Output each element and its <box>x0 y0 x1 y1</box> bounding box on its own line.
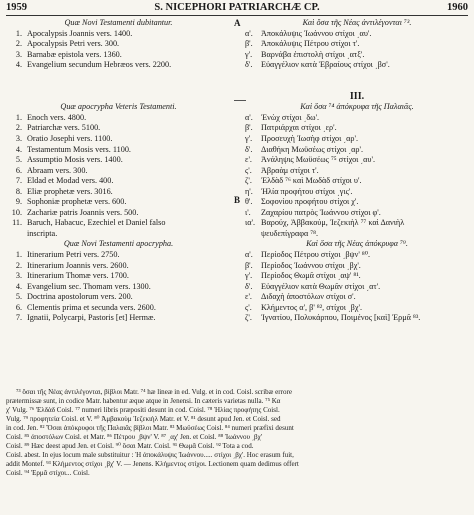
item-text: Barnabæ epistola vers. 1360. <box>27 49 122 59</box>
latin-list-item <box>6 303 231 314</box>
greek-list-item <box>245 50 469 61</box>
latin-list-item <box>6 123 231 134</box>
greek-list-item <box>245 176 469 187</box>
latin-list-item <box>6 261 231 272</box>
latin-list-item <box>6 197 231 208</box>
latin-list-item <box>6 60 231 71</box>
latin-list-item <box>6 29 231 40</box>
footnote-line: Coisl. abest. In ejus locum male substituitur : Ἡ ἀποκάλυψις Ἰωάννου..... στίχοι ͵βχ'. Hoc erasum fuit, <box>6 451 294 460</box>
greek-list-item <box>245 271 469 282</box>
item-number: α'. <box>245 112 253 122</box>
item-number: γ'. <box>245 49 253 59</box>
item-text: Evangelium secundum Hebræos vers. 2200. <box>27 60 172 70</box>
latin-list-item <box>6 292 231 303</box>
greek-list-item <box>245 155 469 166</box>
item-number: 4. <box>15 144 22 154</box>
latin-list-item <box>6 187 231 198</box>
item-text: Ἀνάληψις Μωϋσέως ⁷⁵ στίχοι ͵αυ'. <box>261 155 376 165</box>
item-number: β'. <box>245 123 253 133</box>
item-text: Ignatii, Polycarpi, Pastoris [et] Hermæ. <box>27 313 156 323</box>
item-text: Eldad et Modad vers. 400. <box>27 176 114 186</box>
item-number: ς'. <box>245 165 252 175</box>
item-text: Assumptio Mosis vers. 1400. <box>27 155 123 165</box>
item-text: Ἀποκάλυψις Ἰωάννου στίχοι ͵αυ'. <box>261 28 372 38</box>
item-text: Itinerarium Petri vers. 2750. <box>27 250 120 260</box>
greek-section-title: Καὶ ὅσα τῆς Νέας ἀπόκρυφα ⁷⁹. <box>306 239 408 249</box>
item-text: Itinerarium Joannis vers. 2600. <box>27 260 129 270</box>
item-number: ζ'. <box>245 313 252 323</box>
item-text: Abraam vers. 300. <box>27 165 88 175</box>
item-continuation: inscripta. <box>27 228 58 238</box>
footnote-line: χ' Vulg. ⁷⁶ Ἐλδὰδ Coisl. ⁷⁷ numeri libris præpositi desunt in cod. Coisl. ⁷⁸ Ἠλίας προφήτης Coisl. <box>6 406 280 415</box>
item-text: Διαθήκη Μωϋσέως στίχοι ͵αρ'. <box>261 144 363 154</box>
item-text: Ἰγνατίου, Πολυκάρπου, Ποιμένος [καὶ] Ἑρμᾶ ⁸³. <box>261 313 421 323</box>
item-number: δ'. <box>245 60 253 70</box>
greek-list-item <box>245 29 469 40</box>
latin-section-title: Quæ Novi Testamenti dubitantur. <box>64 18 173 27</box>
item-text: Ἀποκάλυψις Πέτρου στίχοι τ'. <box>261 39 360 49</box>
spacer <box>6 81 231 92</box>
greek-list-item <box>245 303 469 314</box>
item-number: 3. <box>15 271 22 281</box>
item-text: Προσευχὴ Ἰωσὴφ στίχοι ͵αρ'. <box>261 134 358 144</box>
greek-section-title: Καὶ ὅσα ⁷⁴ ἀπόκρυφα τῆς Παλαιᾶς. <box>300 102 414 112</box>
item-text: Περίοδος Ἰωάννου στίχοι ͵βχ'. <box>261 260 361 270</box>
latin-list-item <box>6 145 231 156</box>
item-text: Ἠλία προφήτου στίχοι ͵γις'. <box>261 186 353 196</box>
item-number: α'. <box>245 250 253 260</box>
latin-list-item <box>6 250 231 261</box>
latin-list-item <box>6 134 231 145</box>
item-text: Διδαχὴ ἀποστόλων στίχοι σ'. <box>261 292 356 302</box>
item-text: Sophoniæ prophetæ vers. 600. <box>27 197 127 207</box>
item-number: 2. <box>15 123 22 133</box>
item-number: α'. <box>245 28 253 38</box>
greek-list-item <box>245 166 469 177</box>
item-number: ι'. <box>245 207 251 217</box>
greek-list-item <box>245 187 469 198</box>
item-text: Oratio Josephi vers. 1100. <box>27 134 113 144</box>
latin-list-item <box>6 218 231 229</box>
latin-list-item <box>6 282 231 293</box>
spacer <box>245 71 469 82</box>
footnote-line: Coisl. ⁸⁹ Hæc deest apud Jen. et Coisl. ⁹⁰ ὅσαι Matr. Coisl. ⁹¹ Θωμᾶ Coisl. ⁹² Tota a cod. <box>6 442 254 451</box>
latin-list-item <box>6 208 231 219</box>
item-number: 2. <box>15 39 22 49</box>
item-text: Πατριάρχαι στίχοι ͵ερ'. <box>261 123 337 133</box>
item-number: 1. <box>15 28 22 38</box>
item-number: δ'. <box>245 144 253 154</box>
item-number: 3. <box>15 134 22 144</box>
item-number: β'. <box>245 39 253 49</box>
margin-marker-a: A <box>234 18 241 28</box>
footnote-line: prætermissæ sunt, in codice Matr. habentur æque atque in Jenensi. In cæteris varietas nulla. ⁷⁵ Κα <box>6 397 281 406</box>
greek-list-item <box>245 282 469 293</box>
item-continuation: ψευδεπίγραφα ⁷⁸. <box>261 228 319 238</box>
item-text: Βαρνάβα ἐπιστολὴ στίχοι ͵ατξ'. <box>261 49 365 59</box>
greek-list-item <box>245 39 469 50</box>
spacer <box>245 81 469 92</box>
item-text: Κλήμεντος α', β' ⁸², στίχοι ͵βχ'. <box>261 302 362 312</box>
spacer <box>6 71 231 82</box>
item-number: 10. <box>11 207 22 217</box>
item-number: 1. <box>15 112 22 122</box>
item-text: Ἐλδὰδ ⁷⁶ καὶ Μωδὰδ στίχοι υ'. <box>261 176 362 186</box>
item-number: 7. <box>15 313 22 323</box>
item-number: ς'. <box>245 302 252 312</box>
item-number: 6. <box>15 302 22 312</box>
latin-list-item <box>6 176 231 187</box>
item-number: γ'. <box>245 271 253 281</box>
greek-list-item <box>245 123 469 134</box>
greek-list-item <box>245 197 469 208</box>
item-text: Ζαχαρίου πατρὸς Ἰωάννου στίχοι φ'. <box>261 207 381 217</box>
item-text: Clementis prima et secunda vers. 2600. <box>27 302 156 312</box>
greek-list-item <box>245 208 469 219</box>
item-number: 6. <box>15 165 22 175</box>
item-text: Evangelium sec. Thomam vers. 1300. <box>27 281 151 291</box>
item-text: Ἀβραὰμ στίχοι τ'. <box>261 165 319 175</box>
greek-list-item <box>245 60 469 71</box>
greek-list-item <box>245 134 469 145</box>
item-number: 9. <box>15 197 22 207</box>
footnote-line: in cod. Jen. ⁸² Ὅσαι ἀπόκρυφοι τῆς Παλαιᾶς βίβλοι Matr. ⁸³ Μωϋσέως Coisl. ⁸⁴ numeri præfixi desunt <box>6 424 294 433</box>
latin-list-item <box>6 155 231 166</box>
item-text: Patriarchæ vers. 5100. <box>27 123 101 133</box>
item-text: Περίοδος Θωμᾶ στίχοι ͵αψ' ⁸¹. <box>261 271 361 281</box>
item-text: Baruch, Habacuc, Ezechiel et Daniel falso <box>27 218 166 228</box>
item-text: Εὐαγγέλιον κατὰ Ἑβραίους στίχοι ͵βσ'. <box>261 60 390 70</box>
item-text: Itinerarium Thomæ vers. 1700. <box>27 271 129 281</box>
item-text: Zachariæ patris Joannis vers. 500. <box>27 207 139 217</box>
item-text: Βαρούχ, Ἀββακούμ, Ἰεζεκιὴλ ⁷⁷ καὶ Δανιὴλ <box>261 218 405 228</box>
header-rule <box>6 15 468 16</box>
footnote-line: Coisl. ⁸⁵ ἀποστόλων Coisl. et Matr. ⁸⁶ Πέτρου ͵βψν' V. ⁸⁷ ͵αχ' Jen. et Coisl. ⁸⁸ Ἰωάννου ͵βχ' <box>6 433 263 442</box>
latin-list-item <box>6 271 231 282</box>
item-number: 7. <box>15 176 22 186</box>
item-number: 1. <box>15 250 22 260</box>
item-text: Enoch vers. 4800. <box>27 112 87 122</box>
latin-list-item <box>6 50 231 61</box>
latin-list-item <box>6 313 231 324</box>
footnote-line: Coisl. ⁹⁴ Ἑρμᾶ στίχοι... Coisl. <box>6 469 90 478</box>
greek-list-item <box>245 218 469 229</box>
footnote-line: ⁷³ ὅσαι τῆς Νέας ἀντιλέγονται, βίβλοι Matr. ⁷⁴ hæ lineæ in ed. Vulg. et in cod. Coisl. scribæ errore <box>16 388 292 396</box>
greek-list-item <box>245 145 469 156</box>
item-text: Doctrina apostolorum vers. 200. <box>27 292 133 302</box>
item-number: β'. <box>245 260 253 270</box>
greek-column <box>245 18 469 324</box>
column-number-right: 1960 <box>447 2 468 13</box>
spacer <box>6 92 231 103</box>
item-number: 3. <box>15 49 22 59</box>
latin-column <box>6 18 231 324</box>
item-text: Ἐνὼχ στίχοι ͵δω'. <box>261 112 320 122</box>
latin-section-title: Quæ apocrypha Veteris Testamenti. <box>60 102 177 112</box>
footnote-line: Vulg. ⁷⁹ προφητεία Coisl. et V. ⁸⁰ Ἀμβακοὺμ Ἰεζεκιὴλ Matr. et V. ⁸¹ desunt apud Jen. et Coisl. sed <box>6 415 281 424</box>
greek-list-item <box>245 113 469 124</box>
margin-marker-b: B <box>234 195 241 205</box>
column-number-left: 1959 <box>6 2 27 13</box>
item-number: 8. <box>15 186 22 196</box>
latin-section-title: Quæ Novi Testamenti apocrypha. <box>63 239 174 249</box>
item-number: ε'. <box>245 292 252 302</box>
greek-list-item <box>245 250 469 261</box>
item-text: Apocalypsis Petri vers. 300. <box>27 39 120 49</box>
greek-list-item <box>245 292 469 303</box>
greek-list-item <box>245 313 469 324</box>
item-number: δ'. <box>245 281 253 291</box>
greek-list-item <box>245 261 469 272</box>
item-number: γ'. <box>245 134 253 144</box>
item-text: Εὐαγγέλιον κατὰ Θωμᾶν στίχοι ͵ατ'. <box>261 281 381 291</box>
item-number: ζ'. <box>245 176 252 186</box>
item-number: 4. <box>15 60 22 70</box>
footnotes <box>6 388 468 478</box>
greek-section-title: Καὶ ὅσα τῆς Νέας ἀντιλέγονται ⁷³. <box>302 18 412 27</box>
item-number: θ'. <box>245 197 253 207</box>
item-number: 5. <box>15 155 22 165</box>
page-header <box>6 2 468 14</box>
item-text: Apocalypsis Joannis vers. 1400. <box>27 28 133 38</box>
running-title: S. NICEPHORI PATRIARCHÆ CP. <box>154 2 320 13</box>
section-numeral: III. <box>349 91 365 102</box>
item-text: Περίοδος Πέτρου στίχοι ͵βψν' ⁸⁰. <box>261 250 371 260</box>
latin-list-item <box>6 166 231 177</box>
item-number: 5. <box>15 292 22 302</box>
item-number: 11. <box>12 218 22 228</box>
item-number: 2. <box>15 260 22 270</box>
item-number: η'. <box>245 186 253 196</box>
item-text: Testamentum Mosis vers. 1100. <box>27 144 131 154</box>
item-number: 4. <box>15 281 22 291</box>
latin-list-item <box>6 39 231 50</box>
item-number: ια'. <box>245 218 256 228</box>
footnote-line: addit Montef. ⁹³ Κλήμεντος στίχοι ͵βχ' V. — Jenens. Κλήμεντος στίχοι. Lectionem quam dedimus offert <box>6 460 299 469</box>
item-text: Σοφονίου προφήτου στίχοι χ'. <box>261 197 359 207</box>
latin-list-item <box>6 113 231 124</box>
item-number: ε'. <box>245 155 252 165</box>
item-text: Eliæ prophetæ vers. 3016. <box>27 186 113 196</box>
